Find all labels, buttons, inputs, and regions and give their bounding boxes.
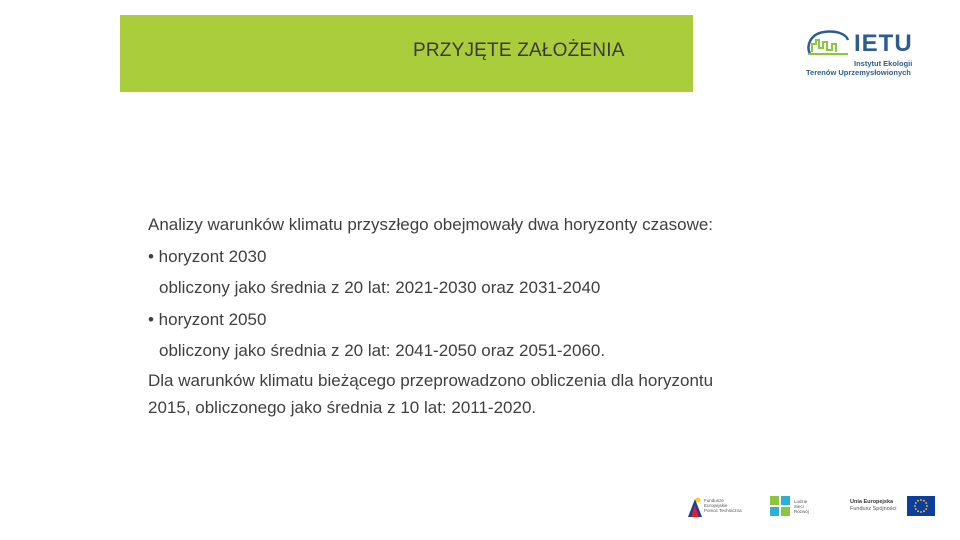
ue-text-1: Unia Europejska xyxy=(850,499,894,505)
unia-europejska-logo xyxy=(850,493,936,519)
fe-emblem-icon xyxy=(688,495,702,517)
body-line: Analizy warunków klimatu przyszłego obejmowały dwa horyzonty czasowe: xyxy=(148,215,714,234)
logo-line2: Terenów Uprzemysłowionych xyxy=(806,68,911,77)
fe-text-3: Pomoc Techniczna xyxy=(704,508,742,513)
fe-text-1: Fundusze xyxy=(704,498,724,503)
logo-line1: Instytut Ekologii xyxy=(854,59,913,68)
body-line: obliczony jako średnia z 20 lat: 2041-2050 oraz 2051-2060. xyxy=(159,341,606,360)
slide-body xyxy=(148,209,848,421)
lsr-text-2: Sieci xyxy=(794,504,804,509)
ietu-emblem-icon xyxy=(804,28,852,58)
lsr-emblem-icon xyxy=(770,496,790,516)
bullet-item: • horyzont 2050 xyxy=(148,309,267,329)
fundusze-europejskie-logo xyxy=(688,493,748,519)
slide-title: PRZYJĘTE ZAŁOŻENIA xyxy=(413,40,625,61)
ietu-logo xyxy=(804,28,934,82)
eu-flag-icon xyxy=(907,496,935,516)
logo-wordmark: IETU xyxy=(854,30,913,57)
ue-text-2: Fundusz Spójności xyxy=(850,506,897,512)
ludzie-sieci-rozwoj-logo xyxy=(770,493,832,519)
bullet-item: • horyzont 2030 xyxy=(148,246,267,266)
body-line: 2015, obliczonego jako średnia z 10 lat: 2011-2020. xyxy=(148,397,537,417)
body-line: Dla warunków klimatu bieżącego przeprowadzono obliczenia dla horyzontu xyxy=(148,370,714,390)
body-line: obliczony jako średnia z 20 lat: 2021-2030 oraz 2031-2040 xyxy=(159,278,601,297)
lsr-text-1: Ludzie xyxy=(794,499,808,504)
lsr-text-3: Rozwój xyxy=(794,509,809,514)
fe-text-2: Europejskie xyxy=(704,503,728,508)
